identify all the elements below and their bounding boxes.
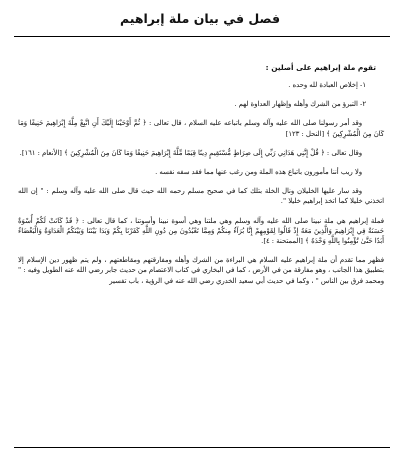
section-heading: تقوم ملة إبراهيم على أصلين : [265, 63, 376, 72]
paragraph-5: فملة إبراهيم هي ملة نبينا صلى الله عليه وآله وسلم وهي ملتنا وهي أسوة نبينا وأسوتنا ، كما قال تعالى : ﴿ قَدْ كَانَتْ لَكُمْ أُسْوَةٌ حَسَنَةٌ فِي إِبْرَاهِيمَ وَالَّذِينَ مَعَهُ إِذْ قَالُوا لِقَوْمِهِمْ إِنَّا بُرَآءُ مِنكُمْ وَمِمَّا تَعْبُدُونَ مِن دُونِ اللَّهِ كَفَرْنَا بِكُمْ وَبَدَا بَيْنَنَا وَبَيْنَكُمُ الْعَدَاوَةُ وَالْبَغْضَاءُ أَبَدًا حَتَّىٰ تُؤْمِنُوا بِاللَّهِ وَحْدَهُ ﴾ [الممتحنة : ٤]. [18, 216, 384, 245]
point-2: ٢- التبرؤ من الشرك وأهله وإظهار العداوة لهم . [234, 100, 366, 109]
paragraph-2: وقال تعالى : ﴿ قُلْ إِنَّنِي هَدَانِي رَبِّي إِلَى صِرَاطٍ مُّسْتَقِيمٍ دِينًا قِيَمًا مِّلَّةَ إِبْرَاهِيمَ حَنِيفًا وَمَا كَانَ مِنَ الْمُشْرِكِينَ ﴾ [الأنعام : ١٦١]. [19, 148, 362, 157]
point-1: ١- إخلاص العبادة لله وحده . [288, 81, 366, 90]
footer-rule [14, 447, 390, 448]
chapter-title: فصل في بيان ملة إبراهيم [119, 11, 281, 26]
title-rule [14, 36, 390, 37]
paragraph-3: ولا ريب أننا مأمورون باتباع هذه الملة ومن رغب عنها مما فقد سفه نفسه . [155, 168, 362, 177]
paragraph-6: فظهر مما تقدم أن ملة إبراهيم عليه السلام هي البراءة من الشرك وأهله ومفارقتهم ومقاطعتهم ، ولم يتم ظهور دين الإسلام إلا بتطبيق هذا الجانب ، وهو مفارقة من في الأرض ، كما في البخاري في كتاب الاعتصام من حديث جابر رضي الله عنه الطويل وفيه : " ومحمد فرق بين الناس " ، وكما في حديث أبي سعيد الخدري رضي الله عنه في الرؤية ، باب تفسير [18, 256, 384, 285]
document-body [18, 62, 384, 286]
paragraph-4: وقد سار عليها الخليلان ونال الخلة بتلك كما في صحيح مسلم رحمه الله حيث قال صلى الله عليه وآله وسلم : " إن الله اتخذني خليلا كما اتخذ إبراهيم خليلا ". [18, 187, 384, 206]
paragraph-1: وقد أمر رسولنا صلى الله عليه وآله وسلم باتباعه عليه السلام ، قال تعالى : ﴿ ثُمَّ أَوْحَيْنَا إِلَيْكَ أَنِ اتَّبِعْ مِلَّةَ إِبْرَاهِيمَ حَنِيفًا وَمَا كَانَ مِنَ الْمُشْرِكِينَ ﴾ [النحل : ١٢٣] [18, 119, 384, 138]
